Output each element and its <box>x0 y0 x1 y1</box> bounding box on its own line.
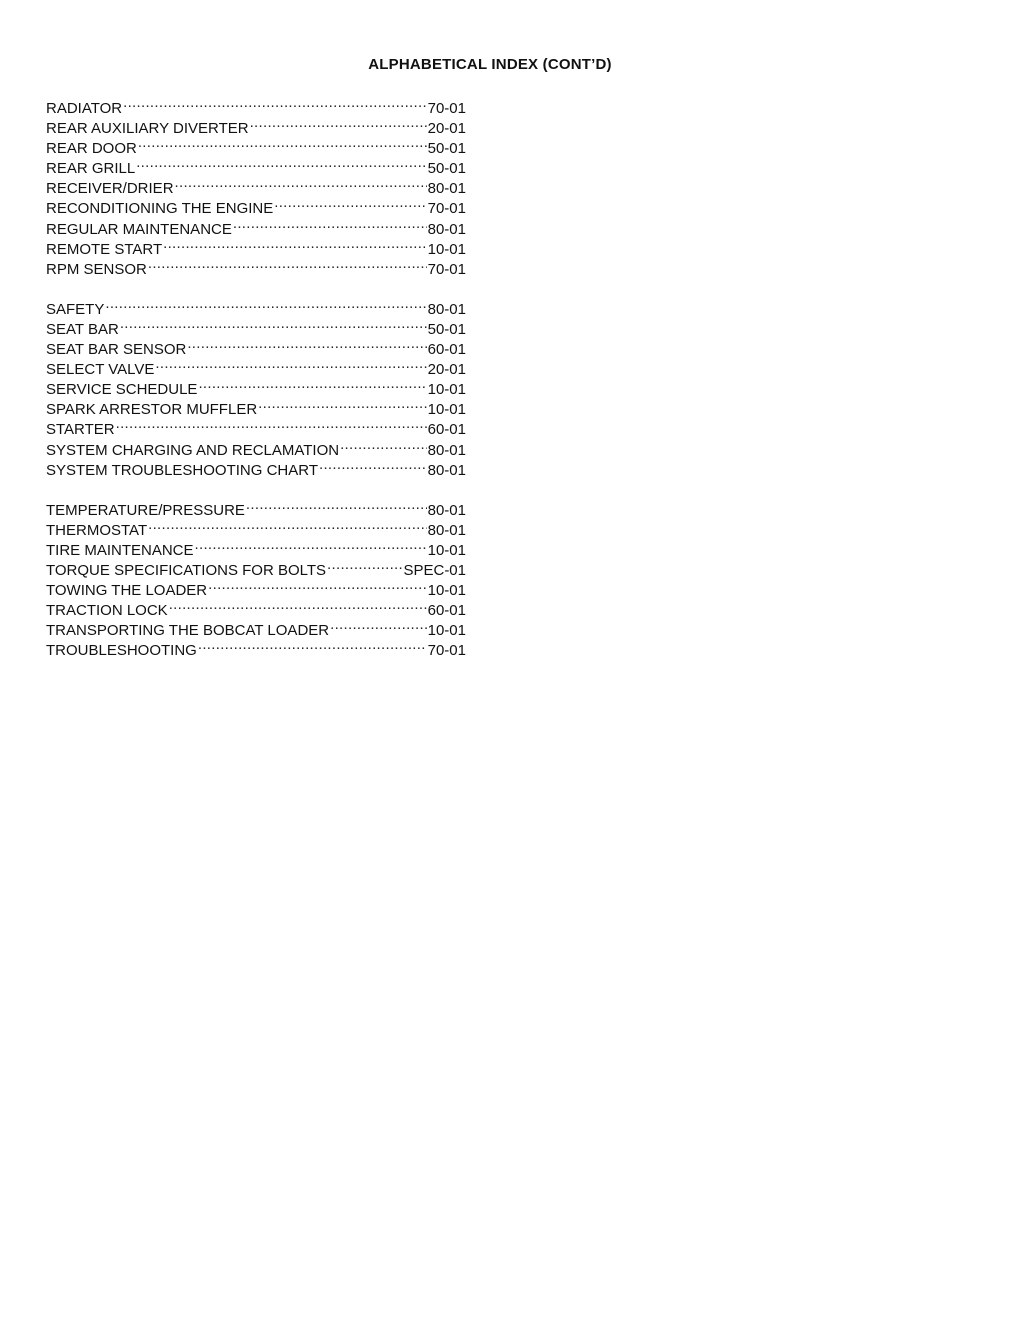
index-page-ref: SPEC-01 <box>403 561 466 579</box>
index-term: RECEIVER/DRIER <box>46 180 174 198</box>
index-page-ref: 60-01 <box>427 602 466 620</box>
index-page-ref: 80-01 <box>427 220 466 238</box>
index-page-ref: 70-01 <box>427 642 466 660</box>
index-page-ref: 80-01 <box>427 300 466 318</box>
dot-leader <box>327 555 402 575</box>
index-entry <box>46 314 466 338</box>
index-term: SEAT BAR SENSOR <box>46 341 187 359</box>
index-entry <box>46 93 466 117</box>
index-term: TRACTION LOCK <box>46 602 168 620</box>
index-page-ref: 20-01 <box>427 120 466 138</box>
index-term: SAFETY <box>46 300 105 318</box>
index-term: RPM SENSOR <box>46 260 147 278</box>
index-term: SEAT BAR <box>46 320 119 338</box>
index-page-ref: 70-01 <box>427 200 466 218</box>
index-group-s <box>46 294 466 479</box>
dot-leader <box>155 354 426 374</box>
index-term: REAR AUXILIARY DIVERTER <box>46 120 249 138</box>
page-title: ALPHABETICAL INDEX (CONT’D) <box>368 56 612 73</box>
index-term: TRANSPORTING THE BOBCAT LOADER <box>46 622 330 640</box>
index-term: SPARK ARRESTOR MUFFLER <box>46 401 258 419</box>
dot-leader <box>148 254 427 274</box>
index-term: REAR DOOR <box>46 140 137 158</box>
index-page-ref: 10-01 <box>427 541 466 559</box>
index-page-ref: 70-01 <box>427 100 466 117</box>
index-page-ref: 60-01 <box>427 341 466 359</box>
index-term: REGULAR MAINTENANCE <box>46 220 232 238</box>
dot-leader <box>330 615 427 635</box>
index-term: SERVICE SCHEDULE <box>46 381 198 399</box>
index-term: SELECT VALVE <box>46 361 155 379</box>
dot-leader <box>195 535 427 555</box>
index-term: SYSTEM TROUBLESHOOTING CHART <box>46 461 318 479</box>
index-entry <box>46 294 466 318</box>
index-term: TORQUE SPECIFICATIONS FOR BOLTS <box>46 561 327 579</box>
index-term: THERMOSTAT <box>46 521 148 539</box>
index-page-ref: 10-01 <box>427 401 466 419</box>
dot-leader <box>250 113 427 133</box>
alphabetical-index <box>46 93 466 675</box>
dot-leader <box>148 515 427 535</box>
dot-leader <box>198 374 426 394</box>
index-group-t <box>46 495 466 660</box>
dot-leader <box>340 435 427 455</box>
index-term: TROUBLESHOOTING <box>46 642 197 660</box>
dot-leader <box>274 193 426 213</box>
dot-leader <box>163 234 427 254</box>
dot-leader <box>105 294 426 314</box>
dot-leader <box>187 334 426 354</box>
dot-leader <box>116 414 427 434</box>
index-page-ref: 80-01 <box>427 501 466 519</box>
index-page-ref: 50-01 <box>427 160 466 178</box>
index-group-r <box>46 93 466 278</box>
index-term: RADIATOR <box>46 100 123 117</box>
dot-leader <box>169 595 427 615</box>
index-page-ref: 80-01 <box>427 441 466 459</box>
dot-leader <box>138 133 427 153</box>
index-page-ref: 50-01 <box>427 320 466 338</box>
index-page-ref: 10-01 <box>427 582 466 600</box>
dot-leader <box>123 93 427 113</box>
index-term: TEMPERATURE/PRESSURE <box>46 501 245 519</box>
index-page-ref: 80-01 <box>427 521 466 539</box>
index-term: REAR GRILL <box>46 160 136 178</box>
index-term: SYSTEM CHARGING AND RECLAMATION <box>46 441 340 459</box>
index-term: TIRE MAINTENANCE <box>46 541 194 559</box>
dot-leader <box>258 394 426 414</box>
index-term: TOWING THE LOADER <box>46 582 208 600</box>
dot-leader <box>175 173 427 193</box>
index-term: STARTER <box>46 421 115 439</box>
index-term: RECONDITIONING THE ENGINE <box>46 200 274 218</box>
dot-leader <box>246 495 427 515</box>
dot-leader <box>319 455 427 475</box>
index-page-ref: 50-01 <box>427 140 466 158</box>
dot-leader <box>136 153 426 173</box>
index-page-ref: 80-01 <box>427 461 466 479</box>
index-page-ref: 10-01 <box>427 622 466 640</box>
index-page-ref: 20-01 <box>427 361 466 379</box>
dot-leader <box>208 575 426 595</box>
dot-leader <box>120 314 427 334</box>
dot-leader <box>198 635 427 655</box>
index-page-ref: 70-01 <box>427 260 466 278</box>
index-page-ref: 80-01 <box>427 180 466 198</box>
index-entry <box>46 495 466 519</box>
index-page-ref: 10-01 <box>427 381 466 399</box>
dot-leader <box>233 214 427 234</box>
index-page-ref: 60-01 <box>427 421 466 439</box>
index-term: REMOTE START <box>46 240 163 258</box>
index-page-ref: 10-01 <box>427 240 466 258</box>
